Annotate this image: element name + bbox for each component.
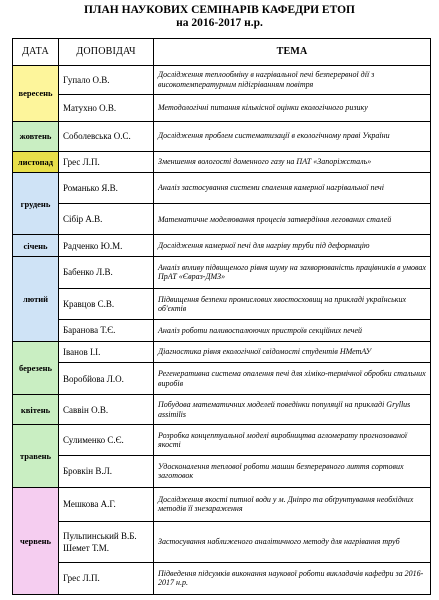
title-line-1: ПЛАН НАУКОВИХ СЕМІНАРІВ КАФЕДРИ ЕТОП [83, 4, 355, 16]
table-row [13, 94, 431, 121]
speaker-name-2: Шемет Т.М. [63, 542, 110, 553]
topic-cell: Підведення підсумків виконання наукової роботи викладачів кафедри за 2016-2017 н.р. [154, 562, 431, 594]
table-row [13, 395, 431, 425]
speaker-cell: Грес Л.П. [59, 562, 154, 594]
table-row [13, 425, 431, 456]
topic-cell: Дослідження теплообміну в нагрівальної печі безперервної дії з високотемпературним підігріванням повітря [154, 65, 431, 94]
speaker-cell: Бабенко Л.В. [59, 256, 154, 288]
month-cell-february: лютий [13, 256, 59, 341]
column-header-speaker: ДОПОВІДАЧ [59, 39, 154, 66]
month-cell-march: березень [13, 341, 59, 395]
topic-cell: Дослідження проблем систематизації в екологічному праві України [154, 121, 431, 151]
topic-cell: Застосування наближеного аналітичного методу для нагрівання труб [154, 521, 431, 562]
table-row [13, 562, 431, 594]
table-row [13, 173, 431, 204]
topic-cell: Удосконалення теплової роботи машин безперервного лиття сортових заготовок [154, 456, 431, 487]
topic-cell: Математичне моделювання процесів затвердіння легованих сталей [154, 204, 431, 235]
seminar-plan-table [12, 38, 431, 595]
table-header-row [13, 39, 431, 66]
table-row [13, 363, 431, 395]
speaker-name-1: Пульпинський В.Б. [63, 530, 137, 541]
table-row [13, 487, 431, 521]
document-title [0, 0, 439, 30]
table-row [13, 151, 431, 172]
speaker-cell: Мешкова А.Г. [59, 487, 154, 521]
table-row [13, 289, 431, 320]
table-row [13, 456, 431, 487]
table-row [13, 235, 431, 256]
table-row [13, 521, 431, 562]
speaker-cell: Романько Я.В. [59, 173, 154, 204]
speaker-cell: Воробйова Л.О. [59, 363, 154, 395]
month-cell-october: жовтень [13, 121, 59, 151]
speaker-cell: Іванов І.І. [59, 341, 154, 362]
speaker-cell [59, 521, 154, 562]
month-cell-december: грудень [13, 173, 59, 235]
speaker-cell: Сулименко С.Є. [59, 425, 154, 456]
speaker-cell: Грес Л.П. [59, 151, 154, 172]
topic-cell: Аналіз застосування системи спалення камерної нагрівальної печі [154, 173, 431, 204]
month-cell-april: квітень [13, 395, 59, 425]
table-row [13, 65, 431, 94]
speaker-cell: Матухно О.В. [59, 94, 154, 121]
month-cell-may: травень [13, 425, 59, 487]
table-row [13, 341, 431, 362]
column-header-date: ДАТА [13, 39, 59, 66]
column-header-topic: ТЕМА [154, 39, 431, 66]
topic-cell: Аналіз роботи паливоспалюючих пристроїв секційних печей [154, 320, 431, 341]
topic-cell: Побудова математичних моделей поведінки популяції на прикладі Gryllus assimilis [154, 395, 431, 425]
table-row [13, 204, 431, 235]
topic-cell: Діагностика рівня екологічної свідомості студентів НМетАУ [154, 341, 431, 362]
speaker-cell: Баранова Т.Є. [59, 320, 154, 341]
speaker-cell: Радченко Ю.М. [59, 235, 154, 256]
month-cell-september: вересень [13, 65, 59, 121]
topic-cell: Підвищення безпеки промислових хвостосховищ на прикладі українських об'єктів [154, 289, 431, 320]
topic-cell: Розробка концептуальної моделі виробництва агломерату прогнозованої якості [154, 425, 431, 456]
speaker-cell: Кравцов С.В. [59, 289, 154, 320]
month-cell-january: січень [13, 235, 59, 256]
speaker-cell: Соболевська О.С. [59, 121, 154, 151]
table-row [13, 121, 431, 151]
table-row [13, 256, 431, 288]
month-cell-november: листопад [13, 151, 59, 172]
topic-cell: Аналіз впливу підвищеного рівня шуму на захворюваність працівників в умовах ПрАТ «Євраз-ДМЗ» [154, 256, 431, 288]
table-row [13, 320, 431, 341]
speaker-cell: Саввін О.В. [59, 395, 154, 425]
month-cell-june: червень [13, 487, 59, 594]
topic-cell: Зменшення вологості доменного газу на ПАТ «Запоріжсталь» [154, 151, 431, 172]
topic-cell: Дослідження камерної печі для нагріву труби під деформацію [154, 235, 431, 256]
speaker-cell: Гупало О.В. [59, 65, 154, 94]
speaker-cell: Бровкін В.Л. [59, 456, 154, 487]
speaker-cell: Сібір А.В. [59, 204, 154, 235]
topic-cell: Дослідження якості питної води у м. Дніпро та обґрунтування необхідних методів її знезараження [154, 487, 431, 521]
title-line-2: на 2016-2017 н.р. [176, 17, 263, 29]
topic-cell: Регенеративна система опалення печі для хіміко-термічної обробки стальних виробів [154, 363, 431, 395]
topic-cell: Методологічні питання кількісної оцінки екологічного ризику [154, 94, 431, 121]
